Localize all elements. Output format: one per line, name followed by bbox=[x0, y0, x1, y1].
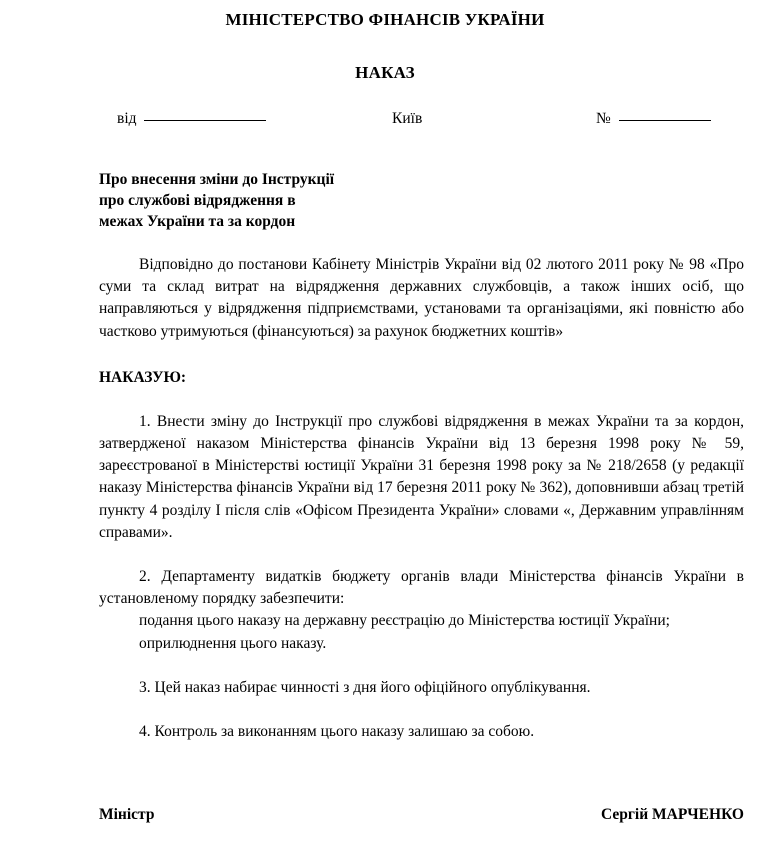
date-field-group bbox=[117, 110, 266, 128]
date-label: від bbox=[117, 110, 137, 127]
document-meta-line bbox=[0, 83, 770, 136]
organization-title: МІНІСТЕРСТВО ФІНАНСІВ УКРАЇНИ bbox=[225, 10, 545, 29]
order-item-3: 3. Цей наказ набирає чинності з дня його офіційного опублікування. bbox=[139, 678, 591, 696]
document-body bbox=[0, 232, 770, 743]
order-keyword: НАКАЗУЮ: bbox=[99, 368, 187, 386]
date-blank-rule[interactable] bbox=[144, 120, 266, 121]
order-item-1: 1. Внести зміну до Інструкції про службові відрядження в межах України та за кордон, затвердженої наказом Міністерства фінансів України від 13 березня 1998 року № 59, зареєстрованої в Міністерстві юстиції України 31 березня 1998 року за № 218/2658 (у редакції наказу Міністерства фінансів України від 17 березня 2011 року № 362), доповнивши абзац третій пункту 4 розділу I після слів «Офісом Президента України» словами «, Державним управлінням справами». bbox=[99, 412, 744, 541]
document-subject bbox=[0, 136, 770, 232]
subject-line-3: межах України та за кордон bbox=[99, 213, 296, 230]
signature-block bbox=[99, 806, 744, 824]
number-label: № bbox=[596, 110, 611, 127]
city-label: Київ bbox=[392, 110, 423, 127]
signer-name: Сергій МАРЧЕНКО bbox=[600, 806, 744, 823]
document-type-heading: НАКАЗ bbox=[355, 63, 415, 82]
order-item-4: 4. Контроль за виконанням цього наказу залишаю за собою. bbox=[139, 723, 535, 741]
spacer bbox=[99, 699, 744, 721]
signer-position: Міністр bbox=[99, 806, 155, 823]
order-item-2: 2. Департаменту видатків бюджету органів влади Міністерства фінансів України в установленому порядку забезпечити: bbox=[99, 568, 744, 608]
subject-line-1: Про внесення зміни до Інструкції bbox=[99, 171, 335, 188]
number-blank-rule[interactable] bbox=[619, 120, 711, 121]
spacer bbox=[99, 655, 744, 677]
order-item-2-sub-2: оприлюднення цього наказу. bbox=[139, 634, 327, 652]
subject-line-2: про службові відрядження в bbox=[99, 192, 296, 209]
spacer bbox=[99, 389, 744, 411]
order-item-2-sub-1: подання цього наказу на державну реєстрацію до Міністерства юстиції України; bbox=[139, 612, 670, 630]
spacer bbox=[99, 544, 744, 566]
number-field-group bbox=[596, 110, 711, 128]
spacer bbox=[99, 232, 744, 254]
preamble-paragraph: Відповідно до постанови Кабінету Міністрів України від 02 лютого 2011 року № 98 «Про суми та склад витрат на відрядження державних службовців, а також інших осіб, що направляються у відрядження підприємствами, установами та організаціями, які повністю або частково утримуються (фінансуються) за рахунок бюджетних коштів» bbox=[99, 256, 744, 340]
